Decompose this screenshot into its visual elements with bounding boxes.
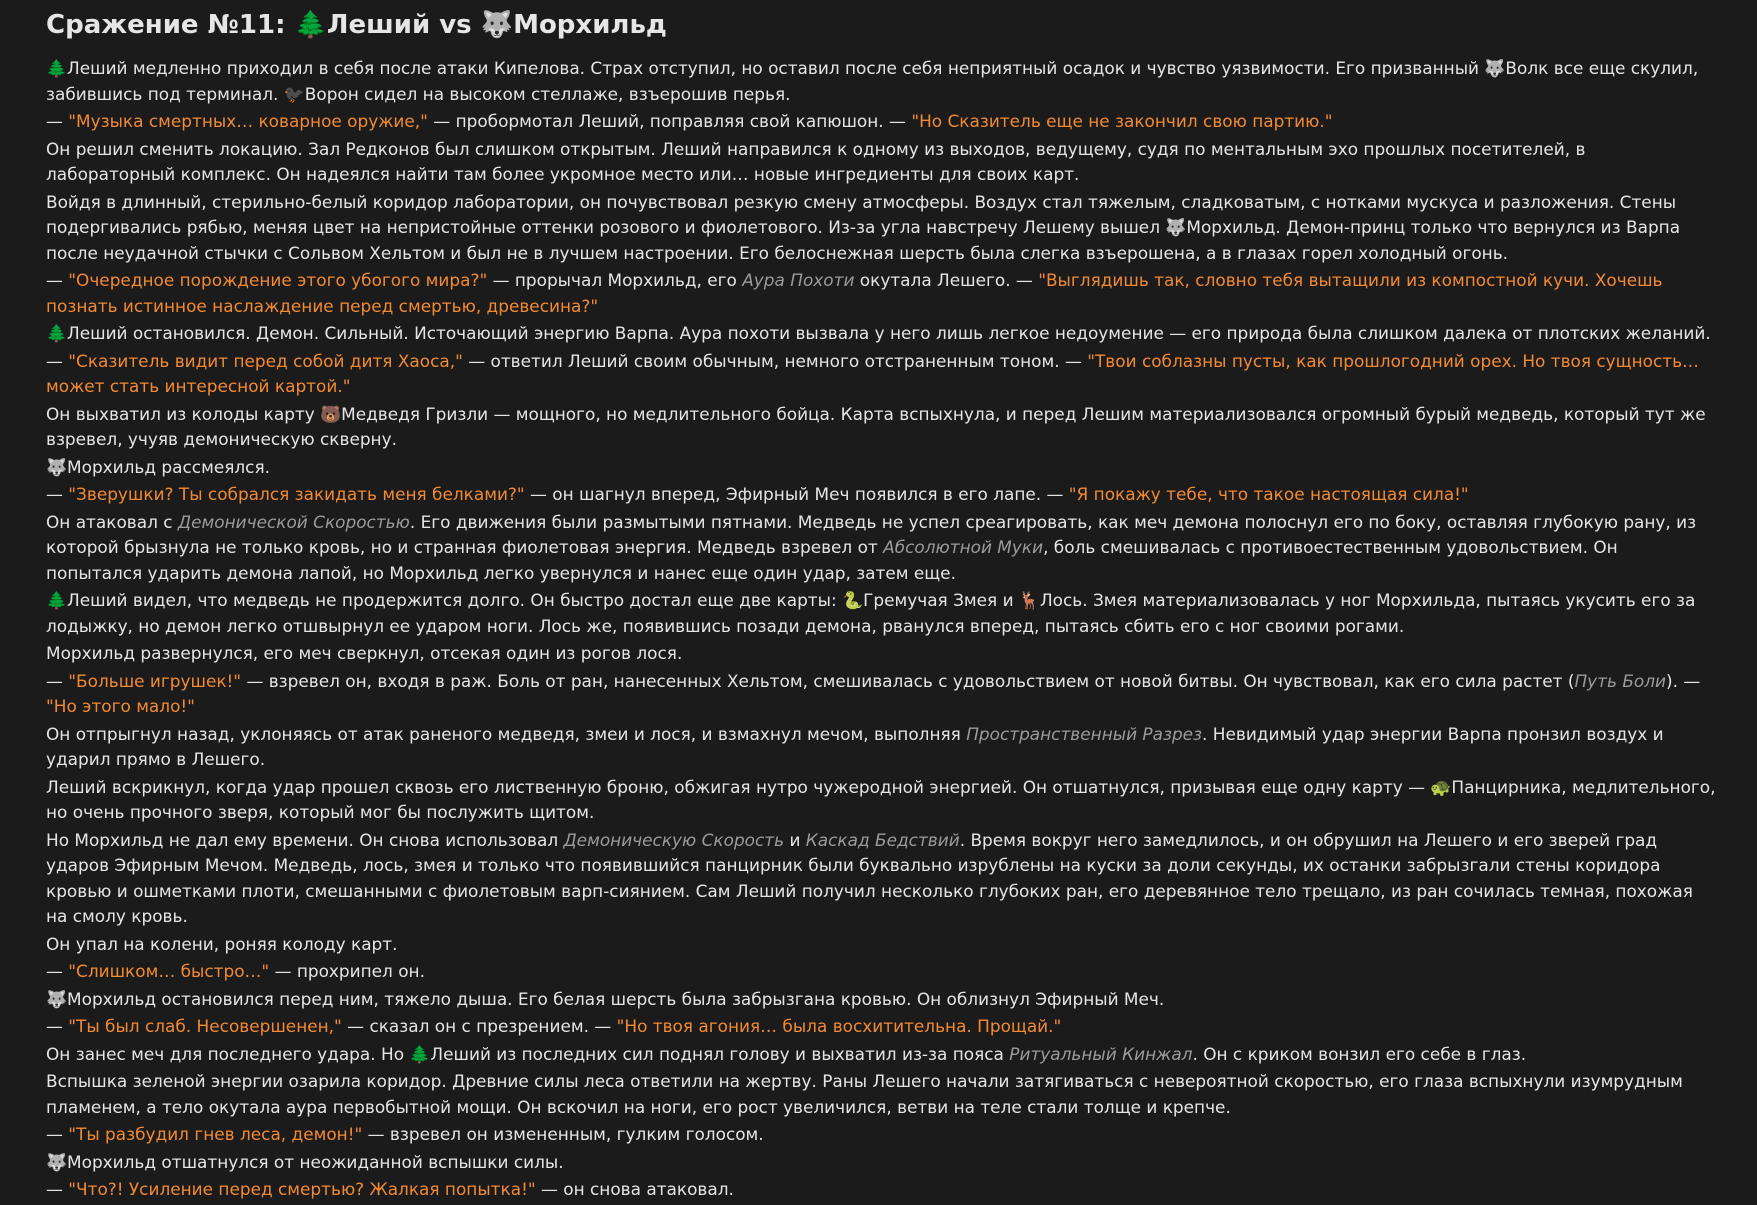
story-paragraph xyxy=(46,402,1716,453)
narration-text: — прорычал Морхильд, его xyxy=(487,270,743,290)
story-paragraph xyxy=(46,268,1716,319)
narration-text: — xyxy=(46,961,69,981)
narration-text: — xyxy=(46,1016,69,1036)
narration-text: ). — xyxy=(1666,670,1701,691)
dialogue-quote: "Очередное порождение этого убогого мира?" xyxy=(68,270,488,290)
story-paragraph xyxy=(46,56,1716,107)
narration-text: 🌲Леший медленно приходил в себя после атаки Кипелова. Страх отступил, но оставил после себя неприятный осадок и чувство уязвимости. Его призванный 🐺Волк все еще скулил, забившись под терминал. 🐦‍⬛Ворон сидел на высоком стеллаже, взъерошив перья. xyxy=(46,58,1699,104)
dialogue-quote: "Но твоя агония… была восхитительна. Прощай." xyxy=(616,1016,1062,1036)
narration-text: Он упал на колени, роняя колоду карт. xyxy=(46,933,398,954)
battle-title: Сражение №11: 🌲Леший vs 🐺Морхильд xyxy=(46,10,667,40)
narration-text: и xyxy=(784,829,806,850)
narration-text: Морхильд развернулся, его меч сверкнул, отсекая один из рогов лося. xyxy=(46,643,683,663)
narration-text: — взревел он измененным, гулким голосом. xyxy=(362,1124,764,1144)
narration-text: — xyxy=(46,350,69,371)
story-paragraph xyxy=(46,109,1716,135)
dialogue-quote: "Сказитель видит перед собой дитя Хаоса," xyxy=(68,350,463,371)
dialogue-quote: "Я покажу тебе, что такое настоящая сила!" xyxy=(1068,484,1469,504)
narration-text: — взревел он, входя в раж. Боль от ран, нанесенных Хельтом, смешивалась с удовольствием от новой битвы. Он чувствовал, как его сила растет ( xyxy=(241,670,1575,691)
narration-text: — прохрипел он. xyxy=(269,961,425,981)
narration-text: Он решил сменить локацию. Зал Редконов был слишком открытым. Леший направился к одному из выходов, ведущему, судя по ментальным эхо прошлых посетителей, в лабораторный комплекс. Он надеялся найти там более укромное место или… новые ингредиенты для своих карт. xyxy=(46,138,1586,184)
narration-text: — ответил Леший своим обычным, немного отстраненным тоном. — xyxy=(462,350,1088,371)
narration-text: — он шагнул вперед, Эфирный Меч появился в его лапе. — xyxy=(524,484,1069,504)
story-paragraph xyxy=(46,190,1716,267)
story-paragraph xyxy=(46,349,1716,400)
narration-text: — xyxy=(46,484,69,504)
narration-text: — он снова атаковал. xyxy=(535,1179,734,1199)
narration-text: Он занес меч для последнего удара. Но 🌲Леший из последних сил поднял голову и выхватил из-за пояса xyxy=(46,1043,1010,1064)
dialogue-quote: "Ты был слаб. Несовершенен," xyxy=(68,1016,342,1036)
story-paragraph xyxy=(46,828,1716,930)
narration-text: Он отпрыгнул назад, уклоняясь от атак раненого медведя, змеи и лося, и взмахнул мечом, выполняя xyxy=(46,723,967,744)
narration-text: 🐺Морхильд рассмеялся. xyxy=(46,456,270,477)
story-paragraph xyxy=(46,669,1716,720)
dialogue-quote: "Но Сказитель еще не закончил свою партию." xyxy=(911,111,1333,131)
dialogue-quote: "Твои соблазны пусты, как прошлогодний орех. Но твоя сущность… может стать интересной картой." xyxy=(46,350,1699,396)
narration-text: — xyxy=(46,1179,69,1199)
dialogue-quote: "Ты разбудил гнев леса, демон!" xyxy=(68,1124,363,1144)
narration-text: — пробормотал Леший, поправляя свой капюшон. — xyxy=(427,111,912,131)
story-paragraph xyxy=(46,510,1716,587)
narration-text: , боль смешивалась с противоестественным удовольствием. Он попытался ударить демона лапой, но Морхильд легко увернулся и нанес еще один удар, затем еще. xyxy=(46,537,1618,583)
story-paragraph xyxy=(46,1150,1716,1176)
dialogue-quote: "Слишком… быстро…" xyxy=(68,961,270,981)
story-body xyxy=(46,56,1716,1203)
narration-text: — сказал он с презрением. — xyxy=(341,1016,617,1036)
narration-text: Он выхватил из колоды карту 🐻Медведя Гризли — мощного, но медлительного бойца. Карта вспыхнула, и перед Лешим материализовался огромный бурый медведь, который тут же взревел, учуяв демоническую скверну. xyxy=(46,403,1706,449)
narration-text: Войдя в длинный, стерильно-белый коридор лаборатории, он почувствовал резкую смену атмосферы. Воздух стал тяжелым, сладковатым, с нотками мускуса и разложения. Стены подергивались рябью, меняя цвет на непристойные оттенки розового и фиолетового. Из-за угла навстречу Лешему вышел 🐺Морхильд. Демон-принц только что вернулся из Варпа после неудачной стычки с Сольвом Хельтом и был не в лучшем настроении. Его белоснежная шерсть была слегка взъерошена, а в глазах горел холодный огонь. xyxy=(46,191,1681,263)
dialogue-quote: "Что?! Усиление перед смертью? Жалкая попытка!" xyxy=(68,1179,536,1199)
skill-name: Абсолютной Муки xyxy=(883,537,1044,557)
skill-name: Ритуальный Кинжал xyxy=(1009,1043,1193,1064)
story-paragraph xyxy=(46,455,1716,481)
dialogue-quote: "Больше игрушек!" xyxy=(68,670,242,691)
skill-name: Аура Похоти xyxy=(742,270,855,290)
narration-text: 🌲Леший видел, что медведь не продержится долго. Он быстро достал еще две карты: 🐍Гремучая Змея и 🦌Лось. Змея материализовалась у ног Морхильда, пытаясь укусить его за лодыжку, но демон легко отшвырнул ее ударом ноги. Лось же, появившись позади демона, рванулся вперед, пытаясь сбить его с ног своими рогами. xyxy=(46,590,1696,636)
narration-text: . Его движения были размытыми пятнами. Медведь не успел среагировать, как меч демона полоснул его по боку, оставляя глубокую рану, из которой брызнула не только кровь, но и странная фиолетовая энергия. Медведь взревел от xyxy=(46,511,1697,557)
story-paragraph xyxy=(46,987,1716,1013)
story-paragraph xyxy=(46,1014,1716,1040)
narration-text: — xyxy=(46,270,69,290)
narration-text: — xyxy=(46,1124,69,1144)
skill-name: Демоническую Скорость xyxy=(563,829,785,850)
story-paragraph xyxy=(46,1042,1716,1068)
story-paragraph xyxy=(46,482,1716,508)
story-paragraph xyxy=(46,722,1716,773)
story-paragraph xyxy=(46,1177,1716,1203)
skill-name: Каскад Бедствий xyxy=(805,829,960,850)
story-paragraph xyxy=(46,932,1716,958)
story-paragraph xyxy=(46,1069,1716,1120)
skill-name: Демонической Скоростью xyxy=(177,511,410,532)
narration-text: 🌲Леший остановился. Демон. Сильный. Источающий энергию Варпа. Аура похоти вызвала у него лишь легкое недоумение — его природа была слишком далека от плотских желаний. xyxy=(46,323,1711,343)
narration-text: Он атаковал с xyxy=(46,511,178,532)
story-paragraph xyxy=(46,137,1716,188)
narration-text: окутала Лешего. — xyxy=(854,270,1039,290)
story-document xyxy=(46,8,1716,1205)
narration-text: . Время вокруг него замедлилось, и он обрушил на Лешего и его зверей град ударов Эфирным Мечом. Медведь, лось, змея и только что появившийся панцирник были буквально изрублены на куски за доли секунды, их останки забрызгали стены коридора кровью и ошметками плоти, смешанными с фиолетовым варп-сиянием. Сам Леший получил несколько глубоких ран, его деревянное тело трещало, из ран сочилась темная, похожая на смолу кровь. xyxy=(46,829,1693,926)
story-paragraph xyxy=(46,959,1716,985)
skill-name: Пространственный Разрез xyxy=(966,723,1203,744)
narration-text: . Он с криком вонзил его себе в глаз. xyxy=(1192,1043,1527,1064)
story-paragraph xyxy=(46,588,1716,639)
narration-text: 🐺Морхильд остановился перед ним, тяжело дыша. Его белая шерсть была забрызгана кровью. Он облизнул Эфирный Меч. xyxy=(46,988,1165,1009)
dialogue-quote: "Музыка смертных… коварное оружие," xyxy=(68,111,428,131)
narration-text: — xyxy=(46,670,69,691)
story-paragraph xyxy=(46,1122,1716,1148)
narration-text: . Невидимый удар энергии Варпа пронзил воздух и ударил прямо в Лешего. xyxy=(46,723,1664,769)
dialogue-quote: "Но этого мало!" xyxy=(46,696,195,716)
narration-text: Но Морхильд не дал ему времени. Он снова использовал xyxy=(46,829,564,850)
narration-text: Вспышка зеленой энергии озарила коридор. Древние силы леса ответили на жертву. Раны Лешего начали затягиваться с невероятной скоростью, его глаза вспыхнули изумрудным пламенем, а тело окутала аура первобытной мощи. Он вскочил на ноги, его рост увеличился, ветви на теле стали толще и крепче. xyxy=(46,1071,1683,1117)
dialogue-quote: "Выглядишь так, словно тебя вытащили из компостной кучи. Хочешь познать истинное наслаждение перед смертью, древесина?" xyxy=(46,270,1663,316)
narration-text: Леший вскрикнул, когда удар прошел сквозь его лиственную броню, обжигая нутро чужеродной энергией. Он отшатнулся, призывая еще одну карту — 🐢Панцирника, медлительного, но очень прочного зверя, который мог бы послужить щитом. xyxy=(46,776,1716,822)
story-paragraph xyxy=(46,775,1716,826)
story-paragraph xyxy=(46,321,1716,347)
skill-name: Путь Боли xyxy=(1574,670,1667,691)
story-paragraph xyxy=(46,641,1716,667)
dialogue-quote: "Зверушки? Ты собрался закидать меня белками?" xyxy=(68,484,525,504)
narration-text: — xyxy=(46,111,69,131)
narration-text: 🐺Морхильд отшатнулся от неожиданной вспышки силы. xyxy=(46,1151,564,1172)
